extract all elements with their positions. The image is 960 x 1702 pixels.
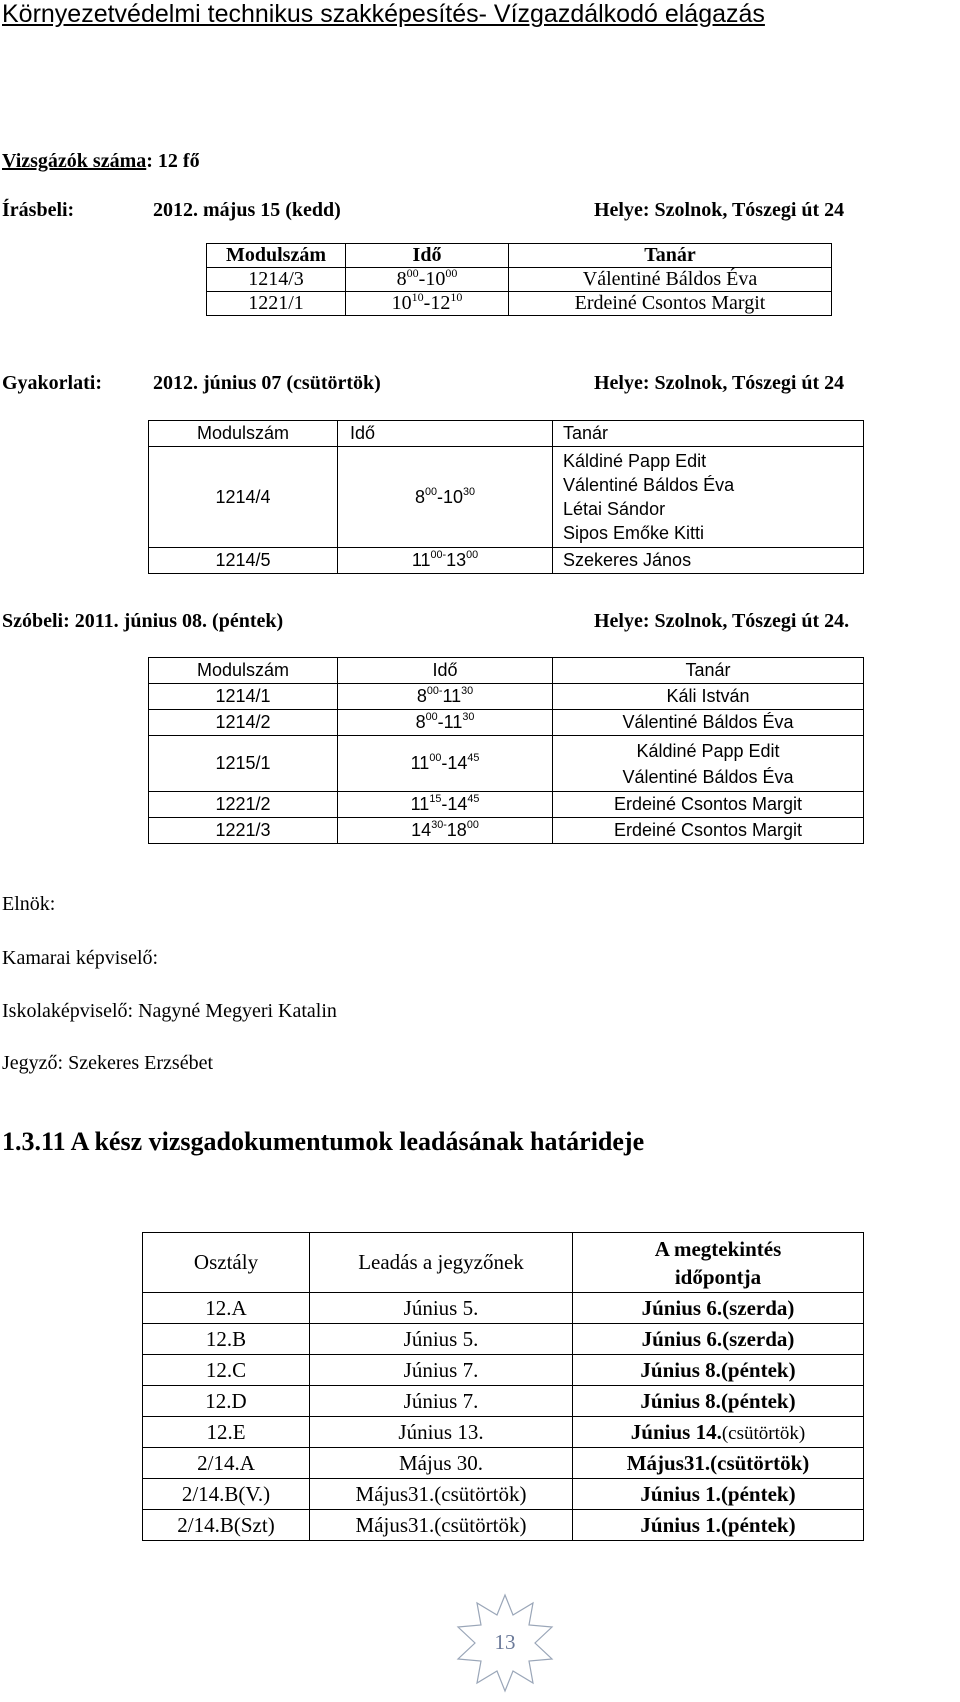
deadline-cell-submit: Június 7. — [310, 1355, 573, 1386]
practical-cell-teachers — [553, 447, 864, 548]
written-date: 2012. május 15 (kedd) — [153, 199, 341, 221]
deadline-cell-review: Június 14.(csütörtök) — [573, 1417, 864, 1448]
written-cell-teacher: Válentiné Báldos Éva — [509, 268, 832, 292]
written-cell-teacher: Erdeiné Csontos Margit — [509, 292, 832, 316]
oral-cell-module: 1214/1 — [149, 684, 338, 710]
table-row — [143, 1448, 864, 1479]
recorder-line: Jegyző: Szekeres Erzsébet — [2, 1052, 214, 1074]
table-row — [149, 447, 864, 548]
written-cell-time: $10^{10}-12^{10}$ — [346, 292, 509, 316]
table-row — [149, 792, 864, 818]
table-row — [143, 1386, 864, 1417]
deadline-cell-review: Június 1.(péntek) — [573, 1479, 864, 1510]
written-cell-module: 1214/3 — [207, 268, 346, 292]
written-label: Írásbeli: — [2, 199, 75, 221]
practical-cell-teachers: Szekeres János — [553, 548, 864, 574]
deadline-cell-submit: Június 5. — [310, 1293, 573, 1324]
teacher-name: Létai Sándor — [563, 499, 666, 519]
deadline-cell-review: Május31.(csütörtök) — [573, 1448, 864, 1479]
written-cell-module: 1221/1 — [207, 292, 346, 316]
deadlines-header-submit: Leadás a jegyzőnek — [310, 1233, 573, 1293]
page-number: 13 — [494, 1630, 516, 1654]
oral-cell-time: $8^{00}-11^{30}$ — [338, 710, 553, 736]
oral-cell-time: $11^{00}-14^{45}$ — [338, 736, 553, 792]
table-row — [149, 548, 864, 574]
table-row — [149, 684, 864, 710]
oral-header-teacher: Tanár — [553, 658, 864, 684]
chamber-rep-line: Kamarai képviselő: — [2, 947, 159, 969]
review-header-line: A megtekintés — [654, 1236, 782, 1261]
deadlines-header-review — [573, 1233, 864, 1293]
deadline-cell-submit: Június 7. — [310, 1386, 573, 1417]
practical-cell-module: 1214/5 — [149, 548, 338, 574]
table-row — [143, 1510, 864, 1541]
table-row — [143, 1479, 864, 1510]
deadline-cell-review: Június 1.(péntek) — [573, 1510, 864, 1541]
teacher-name: Káldiné Papp Edit — [563, 451, 707, 471]
table-row — [207, 292, 832, 316]
table-row — [143, 1324, 864, 1355]
oral-table — [148, 657, 864, 844]
oral-header-time: Idő — [338, 658, 553, 684]
oral-cell-module: 1221/2 — [149, 792, 338, 818]
deadline-cell-submit: Május 30. — [310, 1448, 573, 1479]
oral-cell-time: $8^{00-}11^{30}$ — [338, 684, 553, 710]
deadline-cell-class: 12.A — [143, 1293, 310, 1324]
written-cell-time: $8^{00}-10^{00}$ — [346, 268, 509, 292]
page-number-badge — [455, 1593, 555, 1693]
oral-header-module: Modulszám — [149, 658, 338, 684]
teacher-name: Válentiné Báldos Éva — [622, 766, 794, 787]
deadline-cell-review: Június 8.(péntek) — [573, 1386, 864, 1417]
review-header-line: időpontja — [674, 1264, 762, 1289]
candidates-label: Vizsgázók száma — [2, 150, 147, 172]
deadline-cell-class: 12.E — [143, 1417, 310, 1448]
table-row — [149, 736, 864, 792]
candidates-line — [2, 150, 200, 173]
oral-cell-module: 1215/1 — [149, 736, 338, 792]
page-title — [2, 0, 765, 29]
deadline-cell-class: 2/14.B(V.) — [143, 1479, 310, 1510]
written-header-teacher: Tanár — [509, 244, 832, 268]
deadline-cell-review: Június 6.(szerda) — [573, 1293, 864, 1324]
practical-header-time: Idő — [338, 421, 553, 447]
practical-place: Helye: Szolnok, Tószegi út 24 — [594, 372, 845, 394]
table-row — [149, 818, 864, 844]
oral-label: Szóbeli: 2011. június 08. (péntek) — [2, 610, 284, 632]
written-place: Helye: Szolnok, Tószegi út 24 — [594, 199, 845, 221]
practical-label: Gyakorlati: — [2, 372, 102, 394]
deadline-cell-submit: Május31.(csütörtök) — [310, 1479, 573, 1510]
oral-cell-teacher: Válentiné Báldos Éva — [553, 710, 864, 736]
deadline-cell-review: Június 8.(péntek) — [573, 1355, 864, 1386]
written-header-module: Modulszám — [207, 244, 346, 268]
practical-date: 2012. június 07 (csütörtök) — [153, 372, 381, 394]
deadline-cell-class: 12.B — [143, 1324, 310, 1355]
practical-cell-time: $8^{00}-10^{30}$ — [338, 447, 553, 548]
deadline-cell-review: Június 6.(szerda) — [573, 1324, 864, 1355]
oral-cell-teacher — [553, 736, 864, 792]
deadlines-header-class: Osztály — [143, 1233, 310, 1293]
written-header-time: Idő — [346, 244, 509, 268]
practical-header-teacher: Tanár — [553, 421, 864, 447]
oral-cell-teacher: Káli István — [553, 684, 864, 710]
table-row — [149, 710, 864, 736]
teacher-name: Sipos Emőke Kitti — [563, 523, 705, 543]
deadline-cell-class: 2/14.B(Szt) — [143, 1510, 310, 1541]
deadlines-table — [142, 1232, 864, 1541]
deadline-cell-submit: Május31.(csütörtök) — [310, 1510, 573, 1541]
table-row — [143, 1355, 864, 1386]
oral-cell-module: 1214/2 — [149, 710, 338, 736]
deadline-cell-class: 12.C — [143, 1355, 310, 1386]
page-title-text: Környezetvédelmi technikus szakképesítés- Vízgazdálkodó elágazás — [2, 0, 765, 28]
deadline-cell-submit: Június 13. — [310, 1417, 573, 1448]
oral-cell-module: 1221/3 — [149, 818, 338, 844]
oral-cell-teacher: Erdeiné Csontos Margit — [553, 792, 864, 818]
oral-cell-time: $14^{30-}18^{00}$ — [338, 818, 553, 844]
section-heading: 1.3.11 A kész vizsgadokumentumok leadásának határideje — [2, 1127, 645, 1156]
practical-cell-time: $11^{00-}13^{00}$ — [338, 548, 553, 574]
oral-place: Helye: Szolnok, Tószegi út 24. — [594, 610, 850, 632]
table-row — [207, 268, 832, 292]
practical-table — [148, 420, 864, 574]
candidates-value: : 12 fő — [146, 150, 200, 172]
deadline-cell-submit: Június 5. — [310, 1324, 573, 1355]
school-rep-line: Iskolaképviselő: Nagyné Megyeri Katalin — [2, 1000, 337, 1022]
oral-cell-teacher: Erdeiné Csontos Margit — [553, 818, 864, 844]
practical-header-module: Modulszám — [149, 421, 338, 447]
written-table — [206, 243, 832, 316]
teacher-name: Káldiné Papp Edit — [636, 740, 780, 761]
table-row — [143, 1417, 864, 1448]
deadline-cell-class: 12.D — [143, 1386, 310, 1417]
oral-cell-time: $11^{15}-14^{45}$ — [338, 792, 553, 818]
practical-cell-module: 1214/4 — [149, 447, 338, 548]
deadline-cell-class: 2/14.A — [143, 1448, 310, 1479]
teacher-name: Válentiné Báldos Éva — [563, 475, 735, 495]
chair-line: Elnök: — [2, 893, 56, 915]
table-row — [143, 1293, 864, 1324]
